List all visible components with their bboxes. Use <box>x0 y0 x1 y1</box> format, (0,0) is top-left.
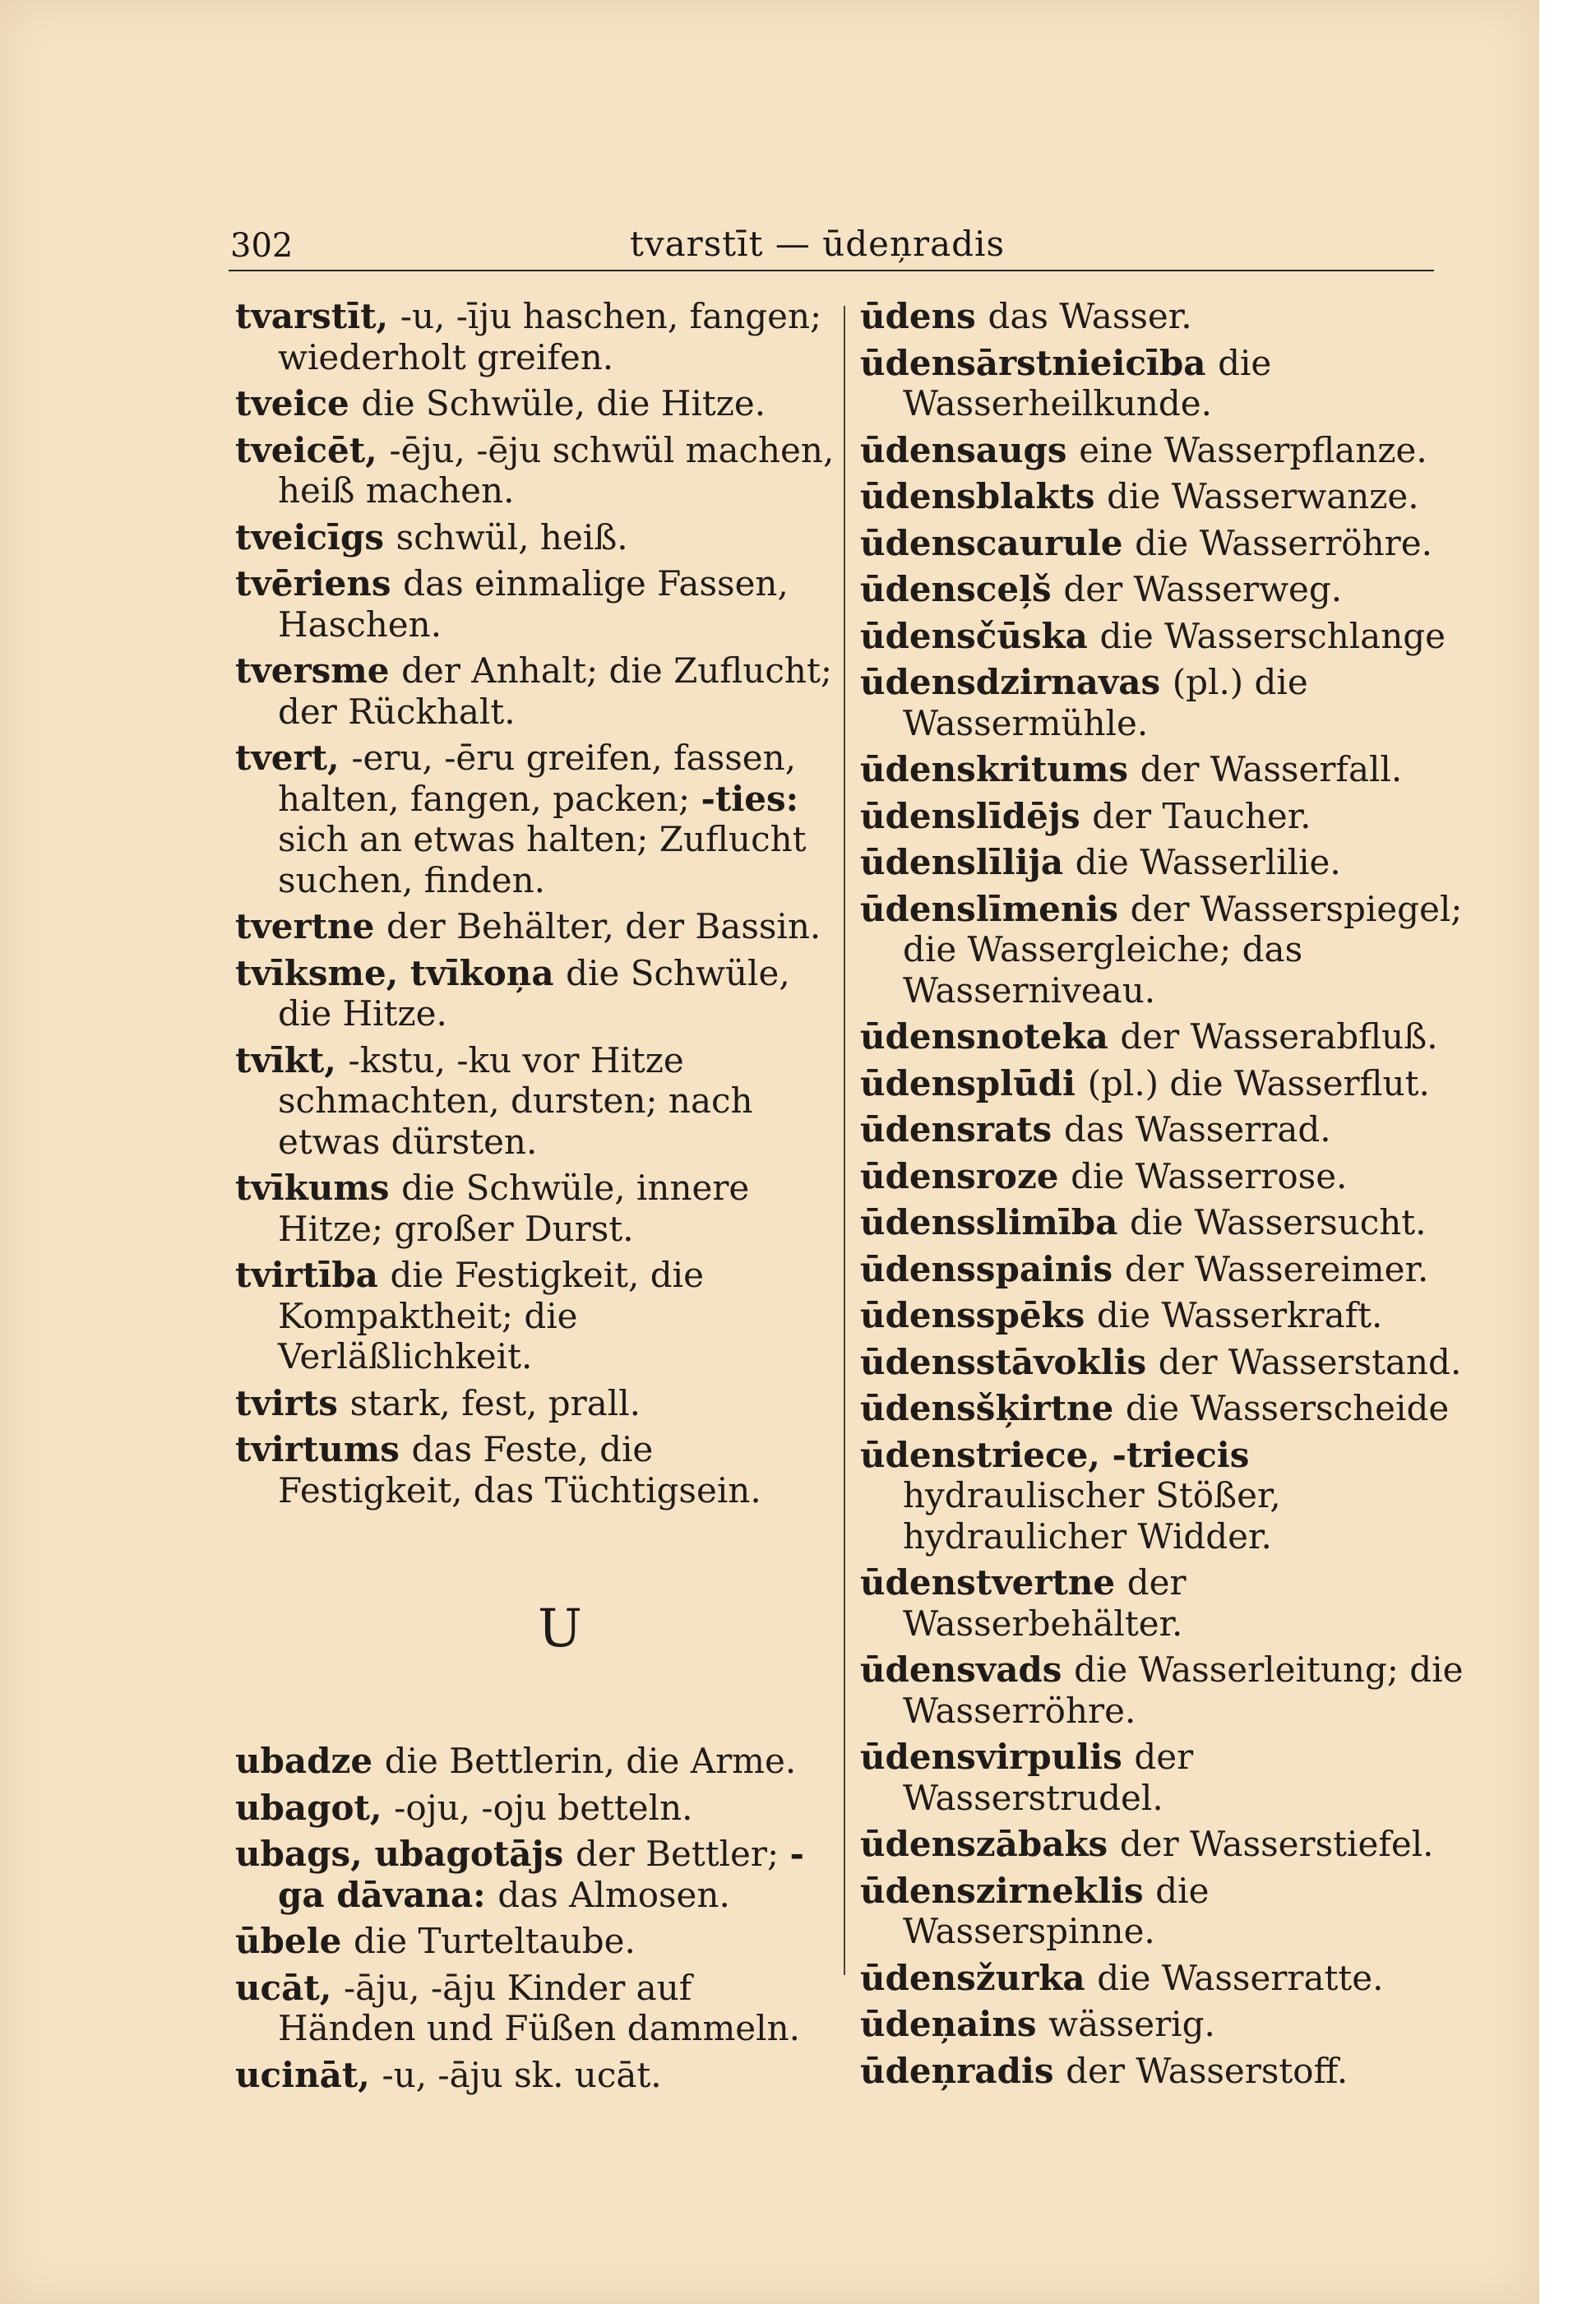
headword: ubags, ubagotājs <box>235 1834 576 1874</box>
headword: ūdensvads <box>860 1649 1075 1690</box>
dictionary-entry <box>235 383 835 424</box>
headword: ūdenslīlija <box>860 842 1076 882</box>
sub-definition: das Almosen. <box>497 1874 730 1915</box>
definition: stark, fest, prall. <box>349 1382 641 1423</box>
headword: tvirts <box>235 1382 350 1423</box>
definition: die Bettlerin, die Arme. <box>384 1741 797 1781</box>
dictionary-entry <box>860 616 1464 657</box>
headword: tvirtums <box>235 1429 412 1469</box>
definition: die Wasserwanze. <box>1107 476 1419 516</box>
definition: -ēju, -ēju schwül machen, heiß machen. <box>278 429 835 511</box>
headword: ūdensplūdi <box>860 1062 1088 1103</box>
definition: -kstu, -ku vor Hitze schmachten, dursten; nach etwas dürsten. <box>278 1039 753 1162</box>
headword: ūdens <box>860 296 988 336</box>
headword: tveice <box>235 383 362 423</box>
definition: der Wasserstoff. <box>1066 2050 1349 2091</box>
headword: ūdenslīdējs <box>860 795 1093 836</box>
headword: ūdensstāvoklis <box>860 1341 1159 1382</box>
headword: ūdensspēks <box>860 1295 1097 1335</box>
definition: der Wasserstiefel. <box>1119 1824 1434 1864</box>
definition: schwül, heiß. <box>396 516 628 557</box>
page-number: 302 <box>230 227 294 265</box>
headword: tvīksme, tvīkoņa <box>235 952 567 993</box>
definition: die Wasserscheide <box>1125 1388 1450 1428</box>
dictionary-entry <box>860 1156 1464 1197</box>
section-letter: U <box>538 1598 582 1659</box>
dictionary-entry <box>235 1383 835 1424</box>
definition: -u, -āju sk. ucāt. <box>382 2054 662 2095</box>
headword: tvīkums <box>235 1168 402 1208</box>
dictionary-entry <box>860 1063 1464 1104</box>
headword: tveicīgs <box>235 516 396 557</box>
headword: ūdensrats <box>860 1109 1064 1150</box>
definition: eine Wasserpflanze. <box>1079 429 1427 470</box>
definition: die Wasserkraft. <box>1096 1295 1383 1335</box>
headword: ūdenslīmenis <box>860 888 1131 929</box>
dictionary-entry <box>235 953 835 1034</box>
headword: tvēriens <box>235 563 404 604</box>
dictionary-entry <box>860 889 1464 1011</box>
definition: der Wasserfall. <box>1140 749 1403 789</box>
headword: ūdeņradis <box>860 2050 1066 2091</box>
definition: wässerig. <box>1048 2004 1215 2044</box>
dictionary-entry <box>860 2051 1464 2092</box>
definition: der Bettler; <box>575 1834 790 1874</box>
dictionary-entry <box>235 1168 835 1249</box>
dictionary-entry <box>860 523 1464 564</box>
definition: die Wasserröhre. <box>1135 522 1432 563</box>
definition: der Wasserstand. <box>1158 1341 1462 1382</box>
dictionary-entry <box>235 1429 835 1511</box>
headword: ucināt, <box>235 2054 382 2095</box>
dictionary-entry <box>235 563 835 645</box>
dictionary-entry <box>860 662 1464 743</box>
dictionary-entry <box>860 1562 1464 1644</box>
left-entry-list <box>235 296 835 1511</box>
definition: der Wassereimer. <box>1124 1248 1429 1289</box>
sub-headword: -ties: <box>701 778 799 819</box>
definition: -eru, -ēru greifen, fassen, halten, fangen, packen; <box>278 738 797 819</box>
dictionary-entry <box>235 1834 835 1915</box>
definition: die Wasserschlange <box>1099 615 1446 656</box>
definition: die Wassersucht. <box>1129 1202 1427 1242</box>
headword: ūdensblakts <box>860 476 1108 516</box>
definition: das einmalige Fassen, Haschen. <box>278 563 789 645</box>
headword: tvirtība <box>235 1255 391 1295</box>
definition: (pl.) die Wassermühle. <box>903 662 1308 743</box>
definition: die Wasserspinne. <box>903 1870 1210 1951</box>
page-header <box>229 224 1437 270</box>
headword: ūdensroze <box>860 1155 1071 1196</box>
dictionary-entry <box>860 430 1464 471</box>
dictionary-entry <box>235 1968 835 2049</box>
headword: ūdensspainis <box>860 1248 1125 1289</box>
dictionary-entry <box>235 738 835 900</box>
definition: der Wasserstrudel. <box>903 1737 1194 1818</box>
definition: die Wasserrose. <box>1071 1155 1348 1196</box>
dictionary-entry <box>860 842 1464 883</box>
dictionary-entry <box>860 1958 1464 1999</box>
definition: -āju, -āju Kinder auf Händen und Füßen dammeln. <box>278 1967 800 2048</box>
definition: die Wasserleitung; die Wasserröhre. <box>903 1649 1464 1731</box>
dictionary-entry <box>860 1649 1464 1731</box>
dictionary-entry <box>860 1871 1464 1952</box>
definition: der Anhalt; die Zuflucht; der Rückhalt. <box>278 650 832 732</box>
dictionary-entry <box>860 796 1464 837</box>
dictionary-entry <box>860 1342 1464 1383</box>
dictionary-entry <box>235 1040 835 1163</box>
headword: ūdensdzirnavas <box>860 662 1173 702</box>
definition: die Turteltaube. <box>353 1921 636 1961</box>
right-entry-list <box>860 296 1464 2091</box>
headword: ūdensžurka <box>860 1957 1098 1998</box>
definition: das Feste, die Festigkeit, das Tüchtigsein. <box>278 1429 761 1511</box>
sub-definition: sich an etwas halten; Zuflucht suchen, finden. <box>278 819 807 900</box>
definition: die Wasserratte. <box>1097 1957 1384 1998</box>
definition: die Schwüle, die Hitze. <box>361 383 766 423</box>
headword: ūdenszābaks <box>860 1824 1120 1864</box>
left-column <box>235 296 835 2101</box>
dictionary-entry <box>860 2004 1464 2045</box>
definition: der Wasserabfluß. <box>1120 1016 1438 1057</box>
headword: tvīkt, <box>235 1039 349 1080</box>
headword: ubadze <box>235 1741 385 1781</box>
definition: die Schwüle, die Hitze. <box>278 952 790 1034</box>
dictionary-entry <box>860 1202 1464 1243</box>
definition: der Taucher. <box>1092 795 1311 836</box>
dictionary-entry <box>235 906 835 947</box>
column-divider <box>844 306 845 1975</box>
headword: ūbele <box>235 1921 354 1961</box>
dictionary-entry <box>860 1295 1464 1336</box>
dictionary-entry <box>860 749 1464 790</box>
dictionary-entry <box>860 1435 1464 1557</box>
definition: der Wasserspiegel; die Wassergleiche; das Wasserniveau. <box>903 888 1463 1011</box>
definition: -u, -īju haschen, fangen; wiederholt greifen. <box>278 296 822 377</box>
dictionary-entry <box>860 476 1464 517</box>
headword: ūdensceļš <box>860 569 1064 609</box>
dictionary-entry <box>860 343 1464 424</box>
headword: ūdenstriece, -triecis <box>860 1434 1250 1475</box>
dictionary-entry <box>235 1255 835 1377</box>
right-column <box>860 296 1464 2097</box>
definition: -oju, -oju betteln. <box>394 1787 693 1828</box>
headword: tveicēt, <box>235 429 390 470</box>
headword: ūdeņains <box>860 2004 1049 2044</box>
header-rule <box>229 270 1434 271</box>
definition: die Festigkeit, die Kompaktheit; die Verläßlichkeit. <box>278 1255 704 1376</box>
definition: die Schwüle, innere Hitze; großer Durst. <box>278 1168 750 1249</box>
dictionary-entry <box>860 569 1464 610</box>
left-entry-list-u <box>235 1741 835 2095</box>
definition: (pl.) die Wasserflut. <box>1087 1062 1430 1103</box>
headword: tvert, <box>235 738 352 778</box>
definition: das Wasser. <box>988 296 1192 336</box>
running-head: tvarstīt — ūdeņradis <box>630 224 1005 264</box>
dictionary-entry <box>860 1388 1464 1429</box>
definition: die Wasserheilkunde. <box>903 342 1272 423</box>
headword: ūdenstvertne <box>860 1562 1127 1603</box>
dictionary-entry <box>235 296 835 377</box>
dictionary-entry <box>860 296 1464 337</box>
definition: der Wasserweg. <box>1063 569 1343 609</box>
headword: ūdensnoteka <box>860 1016 1121 1057</box>
definition: der Wasserbehälter. <box>903 1562 1187 1644</box>
headword: ūdensšķirtne <box>860 1388 1126 1428</box>
definition: der Behälter, der Bassin. <box>386 906 821 946</box>
dictionary-entry <box>860 1824 1464 1865</box>
headword: ucāt, <box>235 1967 344 2008</box>
headword: tvarstīt, <box>235 296 400 336</box>
headword: tvertne <box>235 906 386 946</box>
dictionary-entry <box>860 1737 1464 1818</box>
dictionary-entry <box>235 1921 835 1962</box>
headword: tversme <box>235 650 402 691</box>
dictionary-entry <box>235 1741 835 1782</box>
headword: ūdensvirpulis <box>860 1737 1135 1777</box>
headword: ūdensaugs <box>860 429 1080 470</box>
headword: ubagot, <box>235 1787 395 1828</box>
page-margin <box>1539 0 1596 2304</box>
headword: ūdensslimība <box>860 1202 1130 1242</box>
dictionary-entry <box>860 1249 1464 1290</box>
dictionary-entry <box>860 1016 1464 1057</box>
dictionary-entry <box>235 430 835 511</box>
headword: ūdensčūska <box>860 615 1100 656</box>
dictionary-entry <box>860 1109 1464 1150</box>
headword: ūdenskritums <box>860 749 1140 789</box>
sub-headword: -ga dāvana: <box>278 1834 804 1915</box>
dictionary-entry <box>235 517 835 558</box>
definition: das Wasserrad. <box>1063 1109 1331 1150</box>
dictionary-entry <box>235 650 835 732</box>
definition: hydraulischer Stößer, hydraulicher Widder. <box>903 1475 1281 1557</box>
definition: die Wasserlilie. <box>1075 842 1341 882</box>
dictionary-entry <box>235 2055 835 2096</box>
headword: ūdensārstnieicība <box>860 342 1219 383</box>
dictionary-entry <box>235 1788 835 1829</box>
headword: ūdenszirneklis <box>860 1870 1156 1911</box>
headword: ūdenscaurule <box>860 522 1136 563</box>
